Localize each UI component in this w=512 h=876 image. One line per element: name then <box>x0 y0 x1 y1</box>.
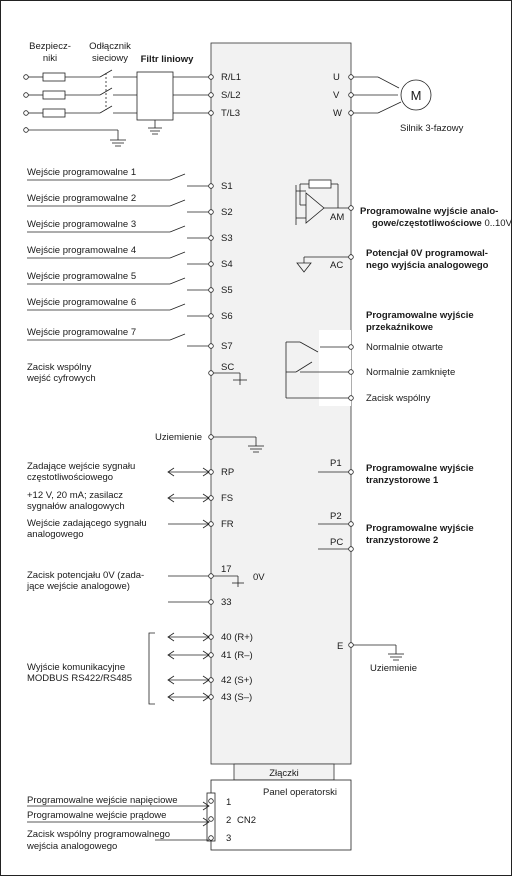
am-label-2: gowe/częstotliwościowe 0..10V <box>372 218 512 229</box>
terminal-rl1: R/L1 <box>221 72 242 83</box>
modbus-label-1: Wyjście komunikacyjne <box>27 662 126 673</box>
panel-terminal-1: 1 <box>226 797 232 808</box>
digital-input-switch <box>170 200 185 206</box>
digital-input-terminal-dot <box>209 210 214 215</box>
digital-input-terminal: S3 <box>221 233 233 244</box>
digital-input-switch <box>170 252 185 258</box>
digital-input-terminal-dot <box>209 344 214 349</box>
digital-input-label: Wejście programowalne 5 <box>27 271 137 282</box>
digital-input-terminal-dot <box>209 236 214 241</box>
p1-label-1: Programowalne wyjście <box>366 463 474 474</box>
panel-input-3a: Zacisk wspólny programowalnego <box>27 829 171 840</box>
common-label-1: Zacisk wspólny <box>27 362 92 373</box>
digital-input-label: Wejście programowalne 7 <box>27 327 137 338</box>
disconnector-label-2: sieciowy <box>92 53 128 64</box>
digital-input-terminal-dot <box>209 314 214 319</box>
digital-input-terminal: S1 <box>221 181 233 192</box>
p2-label-1: Programowalne wyjście <box>366 523 474 534</box>
digital-input-terminal-dot <box>209 288 214 293</box>
zero-v-label-2: jące wejście analogowe) <box>27 581 130 592</box>
digital-input-terminal: S4 <box>221 259 233 270</box>
digital-inputs <box>27 167 233 352</box>
digital-input-switch <box>170 304 185 310</box>
terminal-p2: P2 <box>330 511 342 522</box>
fr-label-2: analogowego <box>27 529 84 540</box>
zero-v-note: 0V <box>253 572 265 583</box>
terminal-p1: P1 <box>330 458 342 469</box>
modbus-wiring <box>149 633 213 704</box>
ground-right-wiring <box>349 643 404 660</box>
relay-title-2: przekaźnikowe <box>366 322 434 333</box>
digital-input-label: Wejście programowalne 2 <box>27 193 137 204</box>
terminal-w: W <box>333 108 342 119</box>
panel-terminal-2: 2 <box>226 815 232 826</box>
relay-no-label: Normalnie otwarte <box>366 342 444 353</box>
digital-input-terminal: S6 <box>221 311 233 322</box>
ground-left-label: Uziemienie <box>155 432 202 443</box>
rp-label-2: częstotliwościowego <box>27 472 114 483</box>
analog-wiring <box>168 468 213 528</box>
terminal-sc: SC <box>221 362 235 373</box>
fuse-label-2: niki <box>42 53 58 64</box>
relay-title-1: Programowalne wyjście <box>366 310 474 321</box>
fs-label-1: +12 V, 20 mA; zasilacz <box>27 490 124 501</box>
digital-input-switch <box>170 334 185 340</box>
digital-input-terminal-dot <box>209 262 214 267</box>
digital-input-terminal-dot <box>209 184 214 189</box>
fs-label-2: sygnałów analogowych <box>27 501 125 512</box>
digital-input-switch <box>170 226 185 232</box>
filter-label: Filtr liniowy <box>140 54 194 65</box>
motor-letter: M <box>410 88 422 103</box>
common-label-2: wejść cyfrowych <box>27 373 96 384</box>
am-label-1: Programowalne wyjście analo- <box>360 206 499 217</box>
digital-input-switch <box>170 174 185 180</box>
terminal-fs: FS <box>221 493 234 504</box>
terminal-40: 40 (R+) <box>221 632 253 643</box>
rp-label-1: Zadające wejście sygnału <box>27 461 136 472</box>
terminal-v: V <box>333 90 340 101</box>
digital-input-terminal: S2 <box>221 207 233 218</box>
motor-label: Silnik 3-fazowy <box>400 123 464 134</box>
fr-label-1: Wejście zadającego sygnału <box>27 518 147 529</box>
digital-input-terminal: S5 <box>221 285 233 296</box>
panel-terminal-3: 3 <box>226 833 232 844</box>
fuse-label-1: Bezpiecz- <box>29 41 71 52</box>
ground-right-label: Uziemienie <box>370 663 417 674</box>
terminal-pc: PC <box>330 537 344 548</box>
line-filter-box <box>137 72 173 120</box>
digital-input-switch <box>170 278 185 284</box>
panel-input-1: Programowalne wejście napięciowe <box>27 795 178 806</box>
terminal-41: 41 (R–) <box>221 650 253 661</box>
panel-input-3b: wejścia analogowego <box>27 841 118 852</box>
zero-v-label-1: Zacisk potencjału 0V (zada- <box>27 570 145 581</box>
terminal-ac: AC <box>330 260 344 271</box>
p2-label-2: tranzystorowe 2 <box>366 535 439 546</box>
terminal-rp: RP <box>221 467 235 478</box>
terminal-43: 43 (S–) <box>221 692 253 703</box>
ac-label-1: Potencjał 0V programowal- <box>366 248 488 259</box>
terminal-33: 33 <box>221 597 232 608</box>
digital-input-label: Wejście programowalne 4 <box>27 245 137 256</box>
disconnector-label-1: Odłącznik <box>89 41 131 52</box>
connectors-label: Złączki <box>269 768 299 779</box>
p1-label-2: tranzystorowe 1 <box>366 475 439 486</box>
modbus-label-2: MODBUS RS422/RS485 <box>27 673 133 684</box>
terminal-sl2: S/L2 <box>221 90 241 101</box>
digital-input-label: Wejście programowalne 1 <box>27 167 137 178</box>
terminal-tl3: T/L3 <box>221 108 241 119</box>
terminal-am: AM <box>330 212 345 223</box>
relay-nc-label: Normalnie zamknięte <box>366 367 456 378</box>
terminal-42: 42 (S+) <box>221 675 253 686</box>
digital-input-label: Wejście programowalne 6 <box>27 297 137 308</box>
digital-input-terminal: S7 <box>221 341 233 352</box>
terminal-e: E <box>337 641 344 652</box>
power-lines <box>24 70 209 146</box>
terminal-u: U <box>333 72 340 83</box>
panel-input-2: Programowalne wejście prądowe <box>27 810 167 821</box>
ac-label-2: nego wyjścia analogowego <box>366 260 489 271</box>
panel-title: Panel operatorski <box>263 787 337 798</box>
terminal-fr: FR <box>221 519 234 530</box>
panel-cn2: CN2 <box>237 815 257 826</box>
terminal-17: 17 <box>221 564 232 575</box>
digital-input-label: Wejście programowalne 3 <box>27 219 137 230</box>
relay-common-label: Zacisk wspólny <box>366 393 431 404</box>
